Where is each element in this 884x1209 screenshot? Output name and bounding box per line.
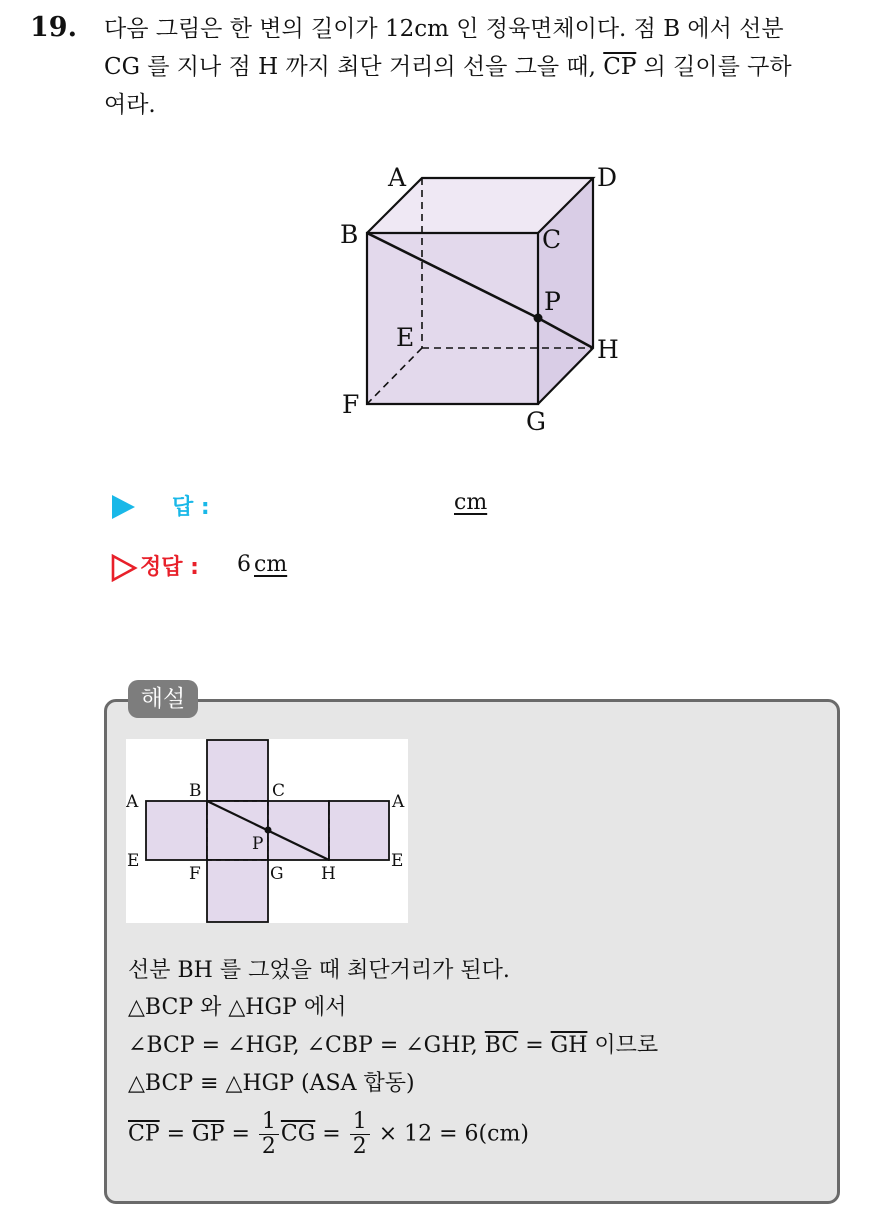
net-label-e-right: E [391, 851, 404, 871]
point-p [534, 314, 543, 323]
segment-gp: $\overline{GP}$ [192, 1121, 225, 1147]
net-top-square [207, 740, 268, 801]
question-line-2-post: 의 길이를 구하 [636, 54, 792, 80]
segment-cg: $\overline{CG}$ [280, 1121, 316, 1147]
solution-line-3 [128, 1028, 658, 1059]
net-figure-panel [126, 739, 408, 923]
net-label-h: H [321, 864, 336, 884]
answer-triangle-icon [110, 494, 136, 520]
solution-line-5 [128, 1110, 529, 1159]
cube-label-p: P [544, 287, 561, 316]
cube-label-f: F [342, 390, 360, 419]
net-left-square [146, 801, 207, 860]
solution-line-3-a: ∠BCP = ∠HGP, ∠CBP = ∠GHP, [128, 1033, 485, 1058]
net-label-e-left: E [127, 851, 140, 871]
fraction-half-1 [259, 1110, 279, 1159]
solution-eq-2: = [224, 1121, 257, 1147]
question-line-2 [104, 48, 864, 86]
correct-unit: cm [254, 552, 288, 577]
solution-line-5-tail: × 12 = 6(cm) [371, 1121, 529, 1147]
question-line-2-pre: CG 를 지나 점 H 까지 최단 거리의 선을 그을 때, [104, 54, 604, 80]
segment-cp-solution: $\overline{CP}$ [128, 1121, 160, 1147]
net-figure [126, 739, 408, 923]
net-right-square-1 [268, 801, 329, 860]
answer-unit: cm [454, 490, 488, 515]
solution-eq-1: = [159, 1121, 193, 1147]
correct-value: 6 [237, 552, 251, 577]
cube-label-c: C [542, 225, 562, 254]
answer-label: 답 : [172, 495, 210, 520]
cube-label-a: A [388, 163, 407, 192]
solution-eq-3: = [315, 1121, 348, 1147]
segment-gh: $\overline{GH}$ [550, 1033, 588, 1058]
solution-line-2: △BCP 와 △HGP 에서 [128, 995, 347, 1020]
solution-tag: 해설 [128, 680, 198, 718]
net-label-a-right: A [392, 792, 405, 812]
fraction-2-denominator: 2 [352, 1134, 367, 1159]
solution-line-3-b: 이므로 [587, 1033, 659, 1058]
cube-label-h: H [597, 335, 619, 364]
correct-answer-row [108, 548, 508, 588]
cube-label-d: D [597, 163, 618, 192]
net-label-b: B [189, 781, 202, 801]
correct-triangle-outline-icon [110, 554, 138, 582]
cube-label-b: B [340, 220, 359, 249]
fraction-1-numerator: 1 [259, 1110, 279, 1135]
cube-figure [330, 155, 640, 440]
question-text [104, 10, 864, 124]
cube-label-g: G [526, 407, 546, 436]
net-label-c: C [272, 781, 286, 801]
cube-label-e: E [396, 323, 415, 352]
net-point-p [265, 827, 272, 834]
net-bottom-square [207, 860, 268, 922]
net-right-square-2 [329, 801, 389, 860]
question-line-3: 여라. [104, 92, 156, 118]
answer-row [108, 488, 508, 528]
question-line-1: 다음 그림은 한 변의 길이가 12cm 인 정육면체이다. 점 B 에서 선분 [104, 16, 784, 42]
segment-cp: $\overline{CP}$ [603, 54, 637, 80]
fraction-half-2 [350, 1110, 370, 1159]
segment-bc: $\overline{BC}$ [484, 1033, 519, 1058]
net-label-a-left: A [126, 792, 139, 812]
correct-label: 정답 : [140, 555, 199, 580]
net-label-p: P [252, 834, 264, 854]
net-label-g: G [270, 864, 284, 884]
question-number: 19. [30, 12, 77, 43]
fraction-2-numerator: 1 [350, 1110, 370, 1135]
fraction-1-denominator: 2 [261, 1134, 276, 1159]
solution-line-4: △BCP ≡ △HGP (ASA 합동) [128, 1071, 415, 1096]
net-label-f: F [189, 864, 201, 884]
solution-line-1: 선분 BH 를 그었을 때 최단거리가 된다. [128, 958, 510, 983]
solution-line-3-eq: = [518, 1033, 551, 1058]
